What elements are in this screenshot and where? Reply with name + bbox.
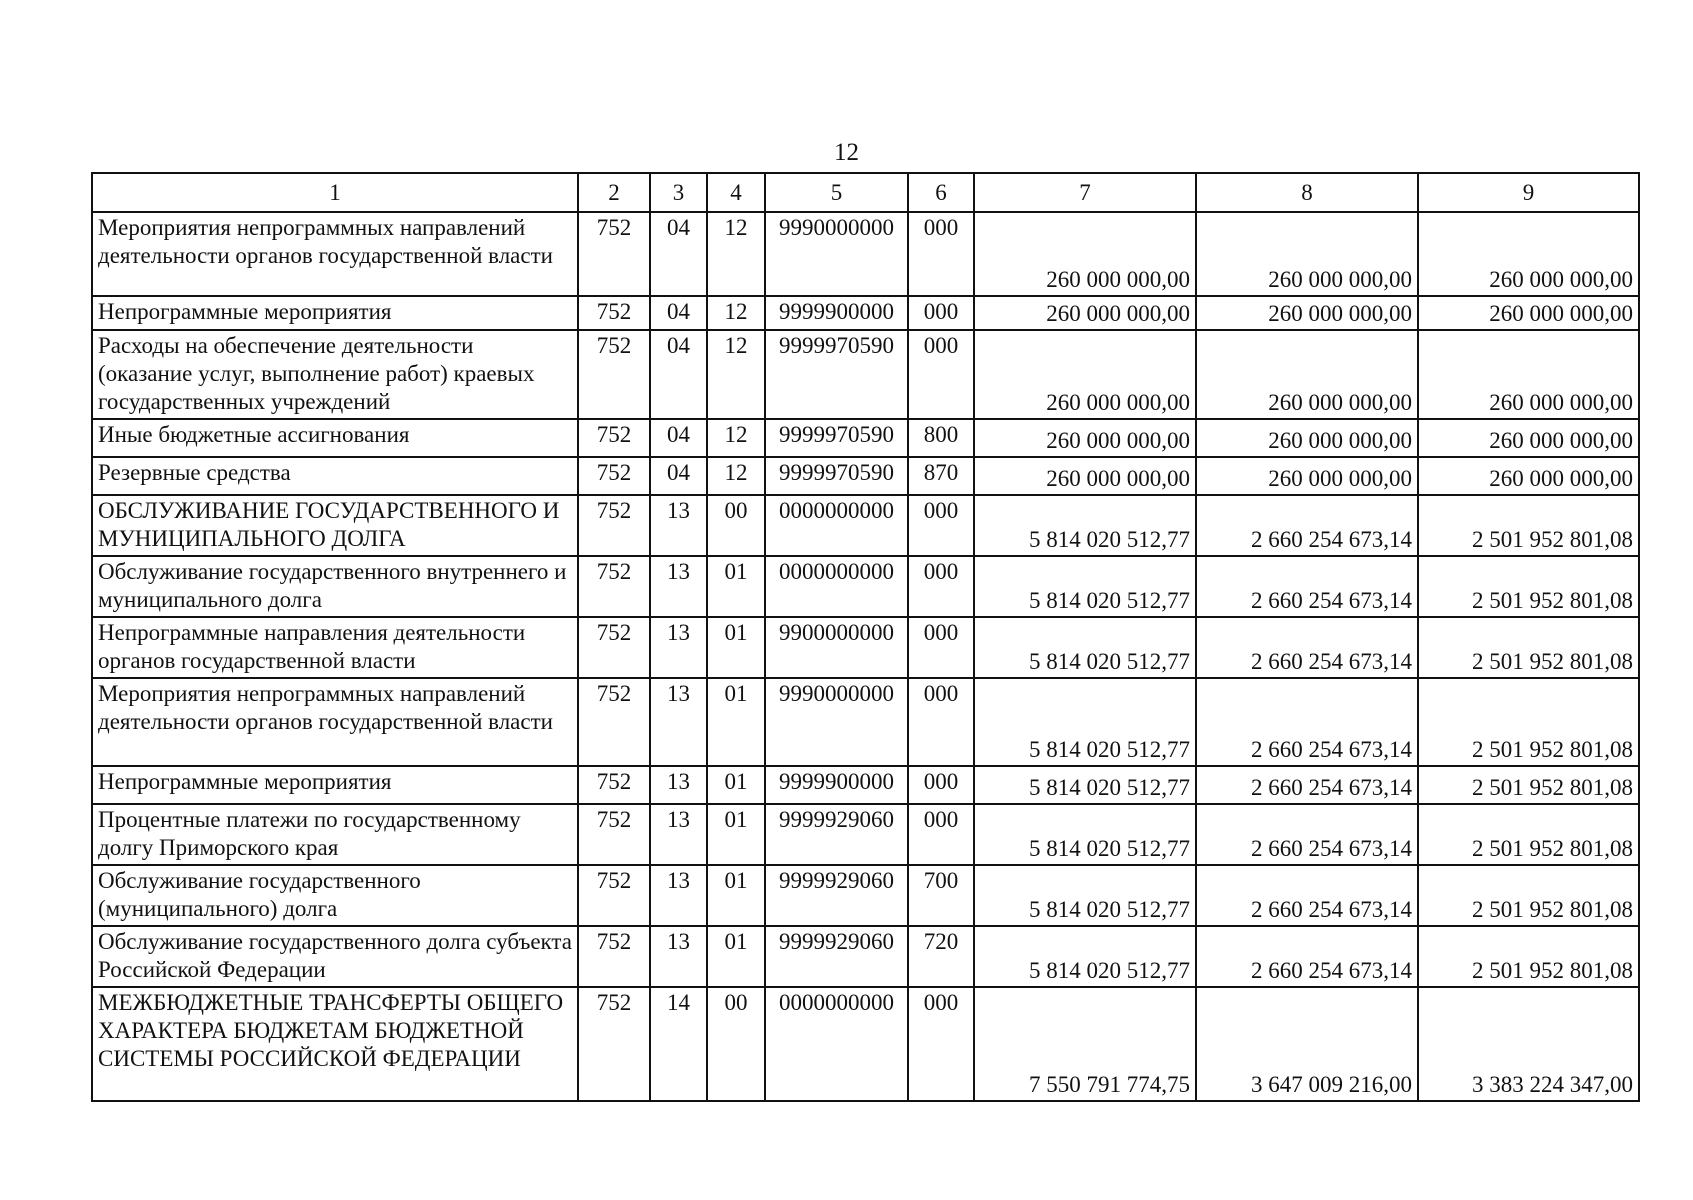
row-target-article: 9999900000 [765, 766, 908, 804]
table-row [92, 926, 1639, 987]
row-amount-col8: 260 000 000,00 [1196, 330, 1418, 419]
row-amount-col8: 2 660 254 673,14 [1196, 766, 1418, 804]
table-row [92, 865, 1639, 926]
row-amount-col7: 5 814 020 512,77 [974, 678, 1196, 766]
table-row [92, 419, 1639, 457]
table-header [92, 173, 1639, 212]
row-amount-col9: 2 501 952 801,08 [1418, 804, 1639, 865]
row-expense-type: 720 [908, 926, 974, 987]
row-subsection: 01 [707, 926, 765, 987]
row-expense-type: 000 [908, 766, 974, 804]
row-amount-col7: 5 814 020 512,77 [974, 766, 1196, 804]
row-expense-type: 000 [908, 987, 974, 1101]
row-amount-col7: 260 000 000,00 [974, 457, 1196, 495]
row-amount-col7: 5 814 020 512,77 [974, 865, 1196, 926]
row-target-article: 9999970590 [765, 419, 908, 457]
row-name: Процентные платежи по государственному долгу Приморского края [92, 804, 578, 865]
table-row [92, 804, 1639, 865]
table-row [92, 495, 1639, 556]
row-target-article: 0000000000 [765, 495, 908, 556]
row-admin-code: 752 [578, 987, 650, 1101]
row-section: 04 [650, 457, 707, 495]
header-col-9: 9 [1418, 173, 1639, 212]
row-amount-col9: 3 383 224 347,00 [1418, 987, 1639, 1101]
row-name: Иные бюджетные ассигнования [92, 419, 578, 457]
row-name: Мероприятия непрограммных направлений деятельности органов государственной власти [92, 212, 578, 296]
row-section: 13 [650, 678, 707, 766]
row-section: 04 [650, 296, 707, 330]
row-subsection: 12 [707, 212, 765, 296]
row-expense-type: 000 [908, 678, 974, 766]
row-amount-col9: 2 501 952 801,08 [1418, 495, 1639, 556]
row-section: 13 [650, 556, 707, 617]
row-name: Расходы на обеспечение деятельности (оказание услуг, выполнение работ) краевых государственных учреждений [92, 330, 578, 419]
row-name: МЕЖБЮДЖЕТНЫЕ ТРАНСФЕРТЫ ОБЩЕГО ХАРАКТЕРА БЮДЖЕТАМ БЮДЖЕТНОЙ СИСТЕМЫ РОССИЙСКОЙ ФЕДЕРАЦИИ [92, 987, 578, 1101]
table-row [92, 296, 1639, 330]
row-section: 13 [650, 617, 707, 678]
row-target-article: 9999970590 [765, 457, 908, 495]
row-target-article: 9990000000 [765, 212, 908, 296]
row-section: 13 [650, 804, 707, 865]
row-section: 13 [650, 865, 707, 926]
row-amount-col9: 2 501 952 801,08 [1418, 556, 1639, 617]
row-amount-col9: 2 501 952 801,08 [1418, 926, 1639, 987]
table-body [92, 212, 1639, 1101]
row-subsection: 00 [707, 987, 765, 1101]
row-name: Непрограммные мероприятия [92, 766, 578, 804]
row-section: 04 [650, 212, 707, 296]
row-admin-code: 752 [578, 617, 650, 678]
row-section: 13 [650, 926, 707, 987]
header-col-7: 7 [974, 173, 1196, 212]
row-amount-col7: 5 814 020 512,77 [974, 495, 1196, 556]
row-amount-col7: 260 000 000,00 [974, 330, 1196, 419]
row-subsection: 12 [707, 296, 765, 330]
row-amount-col9: 260 000 000,00 [1418, 296, 1639, 330]
row-amount-col8: 3 647 009 216,00 [1196, 987, 1418, 1101]
row-amount-col7: 5 814 020 512,77 [974, 556, 1196, 617]
row-subsection: 01 [707, 865, 765, 926]
row-admin-code: 752 [578, 678, 650, 766]
row-amount-col8: 2 660 254 673,14 [1196, 495, 1418, 556]
row-admin-code: 752 [578, 419, 650, 457]
row-expense-type: 000 [908, 212, 974, 296]
row-name: Обслуживание государственного долга субъекта Российской Федерации [92, 926, 578, 987]
row-amount-col9: 2 501 952 801,08 [1418, 678, 1639, 766]
row-amount-col7: 260 000 000,00 [974, 296, 1196, 330]
row-amount-col9: 260 000 000,00 [1418, 330, 1639, 419]
row-expense-type: 700 [908, 865, 974, 926]
row-subsection: 00 [707, 495, 765, 556]
row-amount-col9: 2 501 952 801,08 [1418, 865, 1639, 926]
row-name: Резервные средства [92, 457, 578, 495]
row-admin-code: 752 [578, 495, 650, 556]
header-col-2: 2 [578, 173, 650, 212]
row-amount-col9: 260 000 000,00 [1418, 419, 1639, 457]
header-col-5: 5 [765, 173, 908, 212]
row-amount-col8: 260 000 000,00 [1196, 296, 1418, 330]
row-admin-code: 752 [578, 926, 650, 987]
row-subsection: 01 [707, 556, 765, 617]
row-amount-col8: 260 000 000,00 [1196, 419, 1418, 457]
row-section: 13 [650, 766, 707, 804]
row-admin-code: 752 [578, 330, 650, 419]
table-row [92, 457, 1639, 495]
row-amount-col7: 260 000 000,00 [974, 419, 1196, 457]
row-amount-col9: 2 501 952 801,08 [1418, 766, 1639, 804]
row-admin-code: 752 [578, 296, 650, 330]
row-subsection: 12 [707, 330, 765, 419]
row-subsection: 01 [707, 766, 765, 804]
row-admin-code: 752 [578, 212, 650, 296]
budget-table [91, 172, 1640, 1102]
row-amount-col7: 260 000 000,00 [974, 212, 1196, 296]
row-amount-col8: 2 660 254 673,14 [1196, 556, 1418, 617]
header-col-3: 3 [650, 173, 707, 212]
row-amount-col9: 2 501 952 801,08 [1418, 617, 1639, 678]
row-expense-type: 000 [908, 495, 974, 556]
row-name: Непрограммные направления деятельности органов государственной власти [92, 617, 578, 678]
row-section: 04 [650, 419, 707, 457]
row-subsection: 12 [707, 457, 765, 495]
row-expense-type: 000 [908, 296, 974, 330]
row-section: 14 [650, 987, 707, 1101]
row-admin-code: 752 [578, 865, 650, 926]
row-amount-col9: 260 000 000,00 [1418, 212, 1639, 296]
row-target-article: 9999929060 [765, 865, 908, 926]
row-expense-type: 870 [908, 457, 974, 495]
header-col-4: 4 [707, 173, 765, 212]
row-target-article: 9999900000 [765, 296, 908, 330]
header-col-1: 1 [92, 173, 578, 212]
row-target-article: 9999929060 [765, 804, 908, 865]
row-amount-col9: 260 000 000,00 [1418, 457, 1639, 495]
row-target-article: 9999970590 [765, 330, 908, 419]
row-subsection: 01 [707, 804, 765, 865]
row-admin-code: 752 [578, 556, 650, 617]
row-amount-col8: 2 660 254 673,14 [1196, 804, 1418, 865]
row-subsection: 12 [707, 419, 765, 457]
row-name: Мероприятия непрограммных направлений деятельности органов государственной власти [92, 678, 578, 766]
row-expense-type: 000 [908, 330, 974, 419]
row-subsection: 01 [707, 617, 765, 678]
row-name: Обслуживание государственного внутреннего и муниципального долга [92, 556, 578, 617]
row-target-article: 0000000000 [765, 556, 908, 617]
row-amount-col8: 2 660 254 673,14 [1196, 926, 1418, 987]
row-admin-code: 752 [578, 457, 650, 495]
table-row [92, 212, 1639, 296]
header-col-6: 6 [908, 173, 974, 212]
table-row [92, 766, 1639, 804]
row-name: Обслуживание государственного (муниципального) долга [92, 865, 578, 926]
row-admin-code: 752 [578, 804, 650, 865]
header-col-8: 8 [1196, 173, 1418, 212]
row-target-article: 9990000000 [765, 678, 908, 766]
row-amount-col8: 2 660 254 673,14 [1196, 617, 1418, 678]
row-amount-col7: 7 550 791 774,75 [974, 987, 1196, 1101]
row-expense-type: 000 [908, 556, 974, 617]
row-subsection: 01 [707, 678, 765, 766]
row-amount-col8: 2 660 254 673,14 [1196, 678, 1418, 766]
table-row [92, 678, 1639, 766]
header-row [92, 173, 1639, 212]
row-target-article: 9900000000 [765, 617, 908, 678]
row-name: ОБСЛУЖИВАНИЕ ГОСУДАРСТВЕННОГО И МУНИЦИПАЛЬНОГО ДОЛГА [92, 495, 578, 556]
row-amount-col7: 5 814 020 512,77 [974, 617, 1196, 678]
table-row [92, 617, 1639, 678]
row-name: Непрограммные мероприятия [92, 296, 578, 330]
row-amount-col8: 2 660 254 673,14 [1196, 865, 1418, 926]
table-row [92, 330, 1639, 419]
page-number: 12 [834, 139, 859, 166]
table-row [92, 556, 1639, 617]
row-amount-col7: 5 814 020 512,77 [974, 926, 1196, 987]
row-amount-col7: 5 814 020 512,77 [974, 804, 1196, 865]
row-expense-type: 000 [908, 617, 974, 678]
row-expense-type: 000 [908, 804, 974, 865]
row-amount-col8: 260 000 000,00 [1196, 457, 1418, 495]
row-section: 04 [650, 330, 707, 419]
row-admin-code: 752 [578, 766, 650, 804]
table-row [92, 987, 1639, 1101]
row-expense-type: 800 [908, 419, 974, 457]
row-amount-col8: 260 000 000,00 [1196, 212, 1418, 296]
row-target-article: 0000000000 [765, 987, 908, 1101]
row-target-article: 9999929060 [765, 926, 908, 987]
row-section: 13 [650, 495, 707, 556]
